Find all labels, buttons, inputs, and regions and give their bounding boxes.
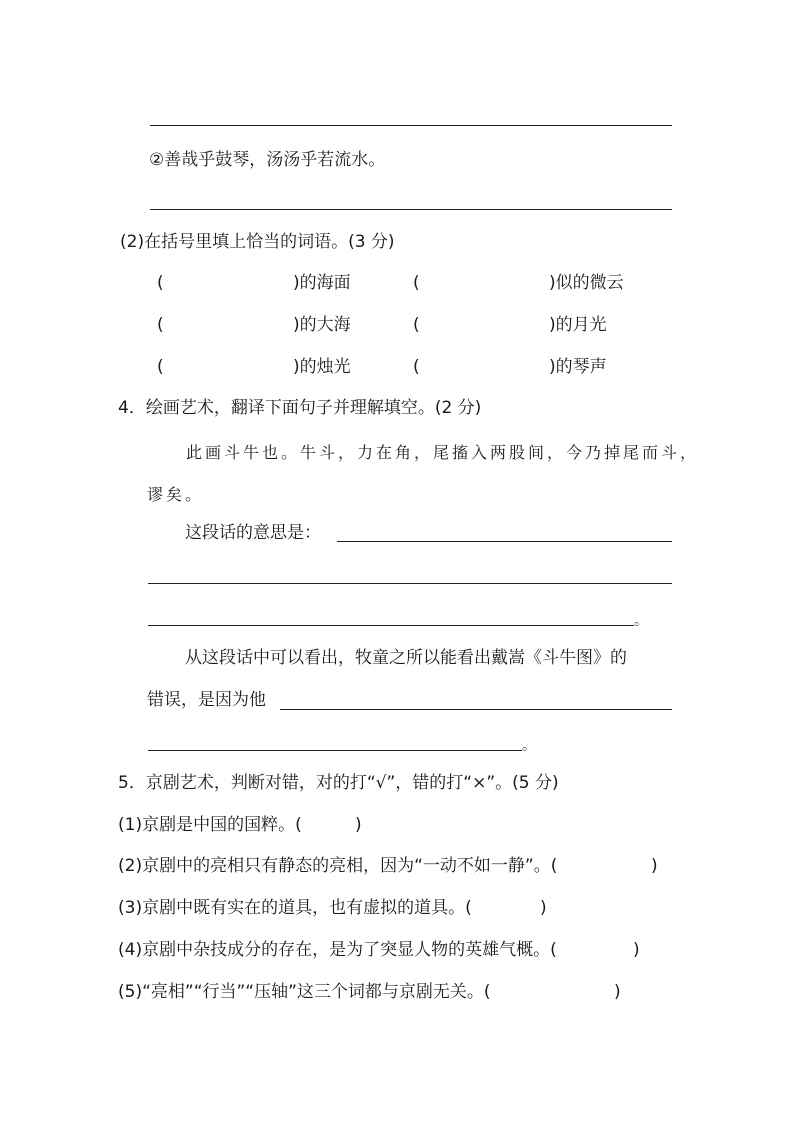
q3-part2-prompt: (2)在括号里填上恰当的词语。(3 分) [120,232,395,252]
fill-blank-2-suffix: )似的微云 [549,273,624,293]
classical-text-line-1: 此画斗牛也。牛斗，力在角，尾搐入两股间，今乃掉尾而斗， [186,443,700,462]
judge-item-3: (3)京剧中既有实在的道具，也有虚拟的道具。( [118,898,472,918]
q3-item-2: ②善哉乎鼓琴，汤汤乎若流水。 [149,150,386,170]
fill-blank-1-open: ( [157,273,164,293]
judge-item-4-close[interactable]: ) [633,940,640,960]
fill-blank-6-open: ( [413,357,420,377]
q4-prompt: 4．绘画艺术，翻译下面句子并理解填空。(2 分) [118,398,482,418]
judge-item-2: (2)京剧中的亮相只有静态的亮相，因为“一动不如一静”。( [118,856,558,876]
meaning-answer-line-2[interactable] [148,583,672,584]
classical-text-line-2: 谬矣。 [147,485,205,504]
meaning-label: 这段话的意思是： [185,523,321,543]
reason-text-line-2: 错误，是因为他 [147,690,266,710]
fill-blank-6-suffix: )的琴声 [549,357,607,377]
judge-item-1-close[interactable]: ) [355,815,362,835]
judge-item-5-close[interactable]: ) [614,982,621,1002]
judge-item-3-close[interactable]: ) [540,898,547,918]
meaning-answer-line-3[interactable] [148,625,634,626]
fill-blank-3-open: ( [157,315,164,335]
judge-item-5: (5)“亮相”“行当”“压轴”这三个词都与京剧无关。( [118,982,491,1002]
reason-text-line-1: 从这段话中可以看出，牧童之所以能看出戴嵩《斗牛图》的 [185,648,627,668]
reason-answer-line-2[interactable] [148,750,522,751]
meaning-period: 。 [634,613,648,629]
answer-line-1[interactable] [150,125,672,126]
answer-line-2[interactable] [150,209,672,210]
fill-blank-1-suffix: )的海面 [293,273,351,293]
judge-item-1: (1)京剧是中国的国粹。( [118,815,302,835]
fill-blank-4-suffix: )的月光 [549,315,607,335]
fill-blank-5-suffix: )的烛光 [293,357,351,377]
q5-prompt: 5．京剧艺术，判断对错，对的打“√”，错的打“×”。(5 分) [118,773,559,793]
reason-answer-line-1[interactable] [280,709,672,710]
fill-blank-5-open: ( [157,357,164,377]
reason-period: 。 [522,738,536,754]
fill-blank-4-open: ( [413,315,420,335]
fill-blank-2-open: ( [413,273,420,293]
judge-item-2-close[interactable]: ) [651,856,658,876]
judge-item-4: (4)京剧中杂技成分的存在，是为了突显人物的英雄气概。( [118,940,557,960]
meaning-answer-line-1[interactable] [337,541,672,542]
fill-blank-3-suffix: )的大海 [293,315,351,335]
